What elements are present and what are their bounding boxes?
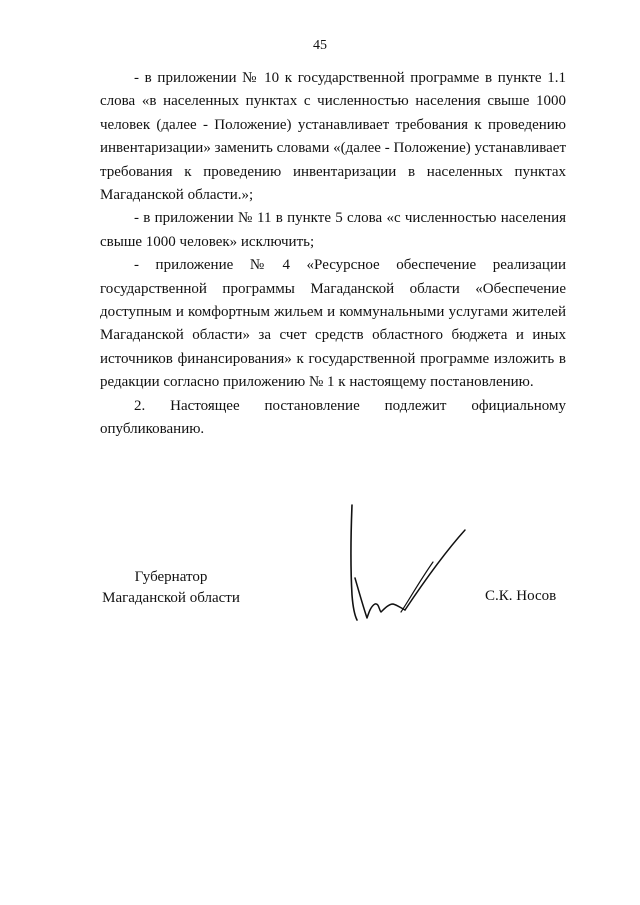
paragraph-appendix-11: - в приложении № 11 в пункте 5 слова «с численностью населения свыше 1000 человек» исключить; xyxy=(100,210,570,250)
signer-title xyxy=(100,567,242,609)
paragraph-appendix-4: - приложение № 4 «Ресурсное обеспечение реализации государственной программы Магаданской области «Обеспечение доступным и комфортным жильем и коммунальными услугами жителей Магаданской области» за счет средств областного бюджета и иных источников финансирования» к государственной программе изложить в редакции согласно приложению № 1 к настоящему постановлению. xyxy=(100,257,570,391)
signature-block xyxy=(0,564,640,644)
signer-title-line2: Магаданской области xyxy=(102,590,240,606)
document-body xyxy=(100,67,570,442)
paragraph-publication: 2. Настоящее постановление подлежит официальному опубликованию. xyxy=(100,397,570,438)
handwritten-signature xyxy=(335,500,475,630)
page-number: 45 xyxy=(313,38,327,53)
paragraph-appendix-10: - в приложении № 10 к государственной программе в пункте 1.1 слова «в населенных пунктах с численностью населения свыше 1000 человек (далее - Положение) устанавливает требования к проведению инвентаризации» заменить словами «(далее - Положение) устанавливает требования к проведению инвентаризации в населенных пунктах Магаданской области.»; xyxy=(100,70,570,204)
signer-title-line1: Губернатор xyxy=(134,569,208,585)
signer-name: С.К. Носов xyxy=(485,588,557,604)
